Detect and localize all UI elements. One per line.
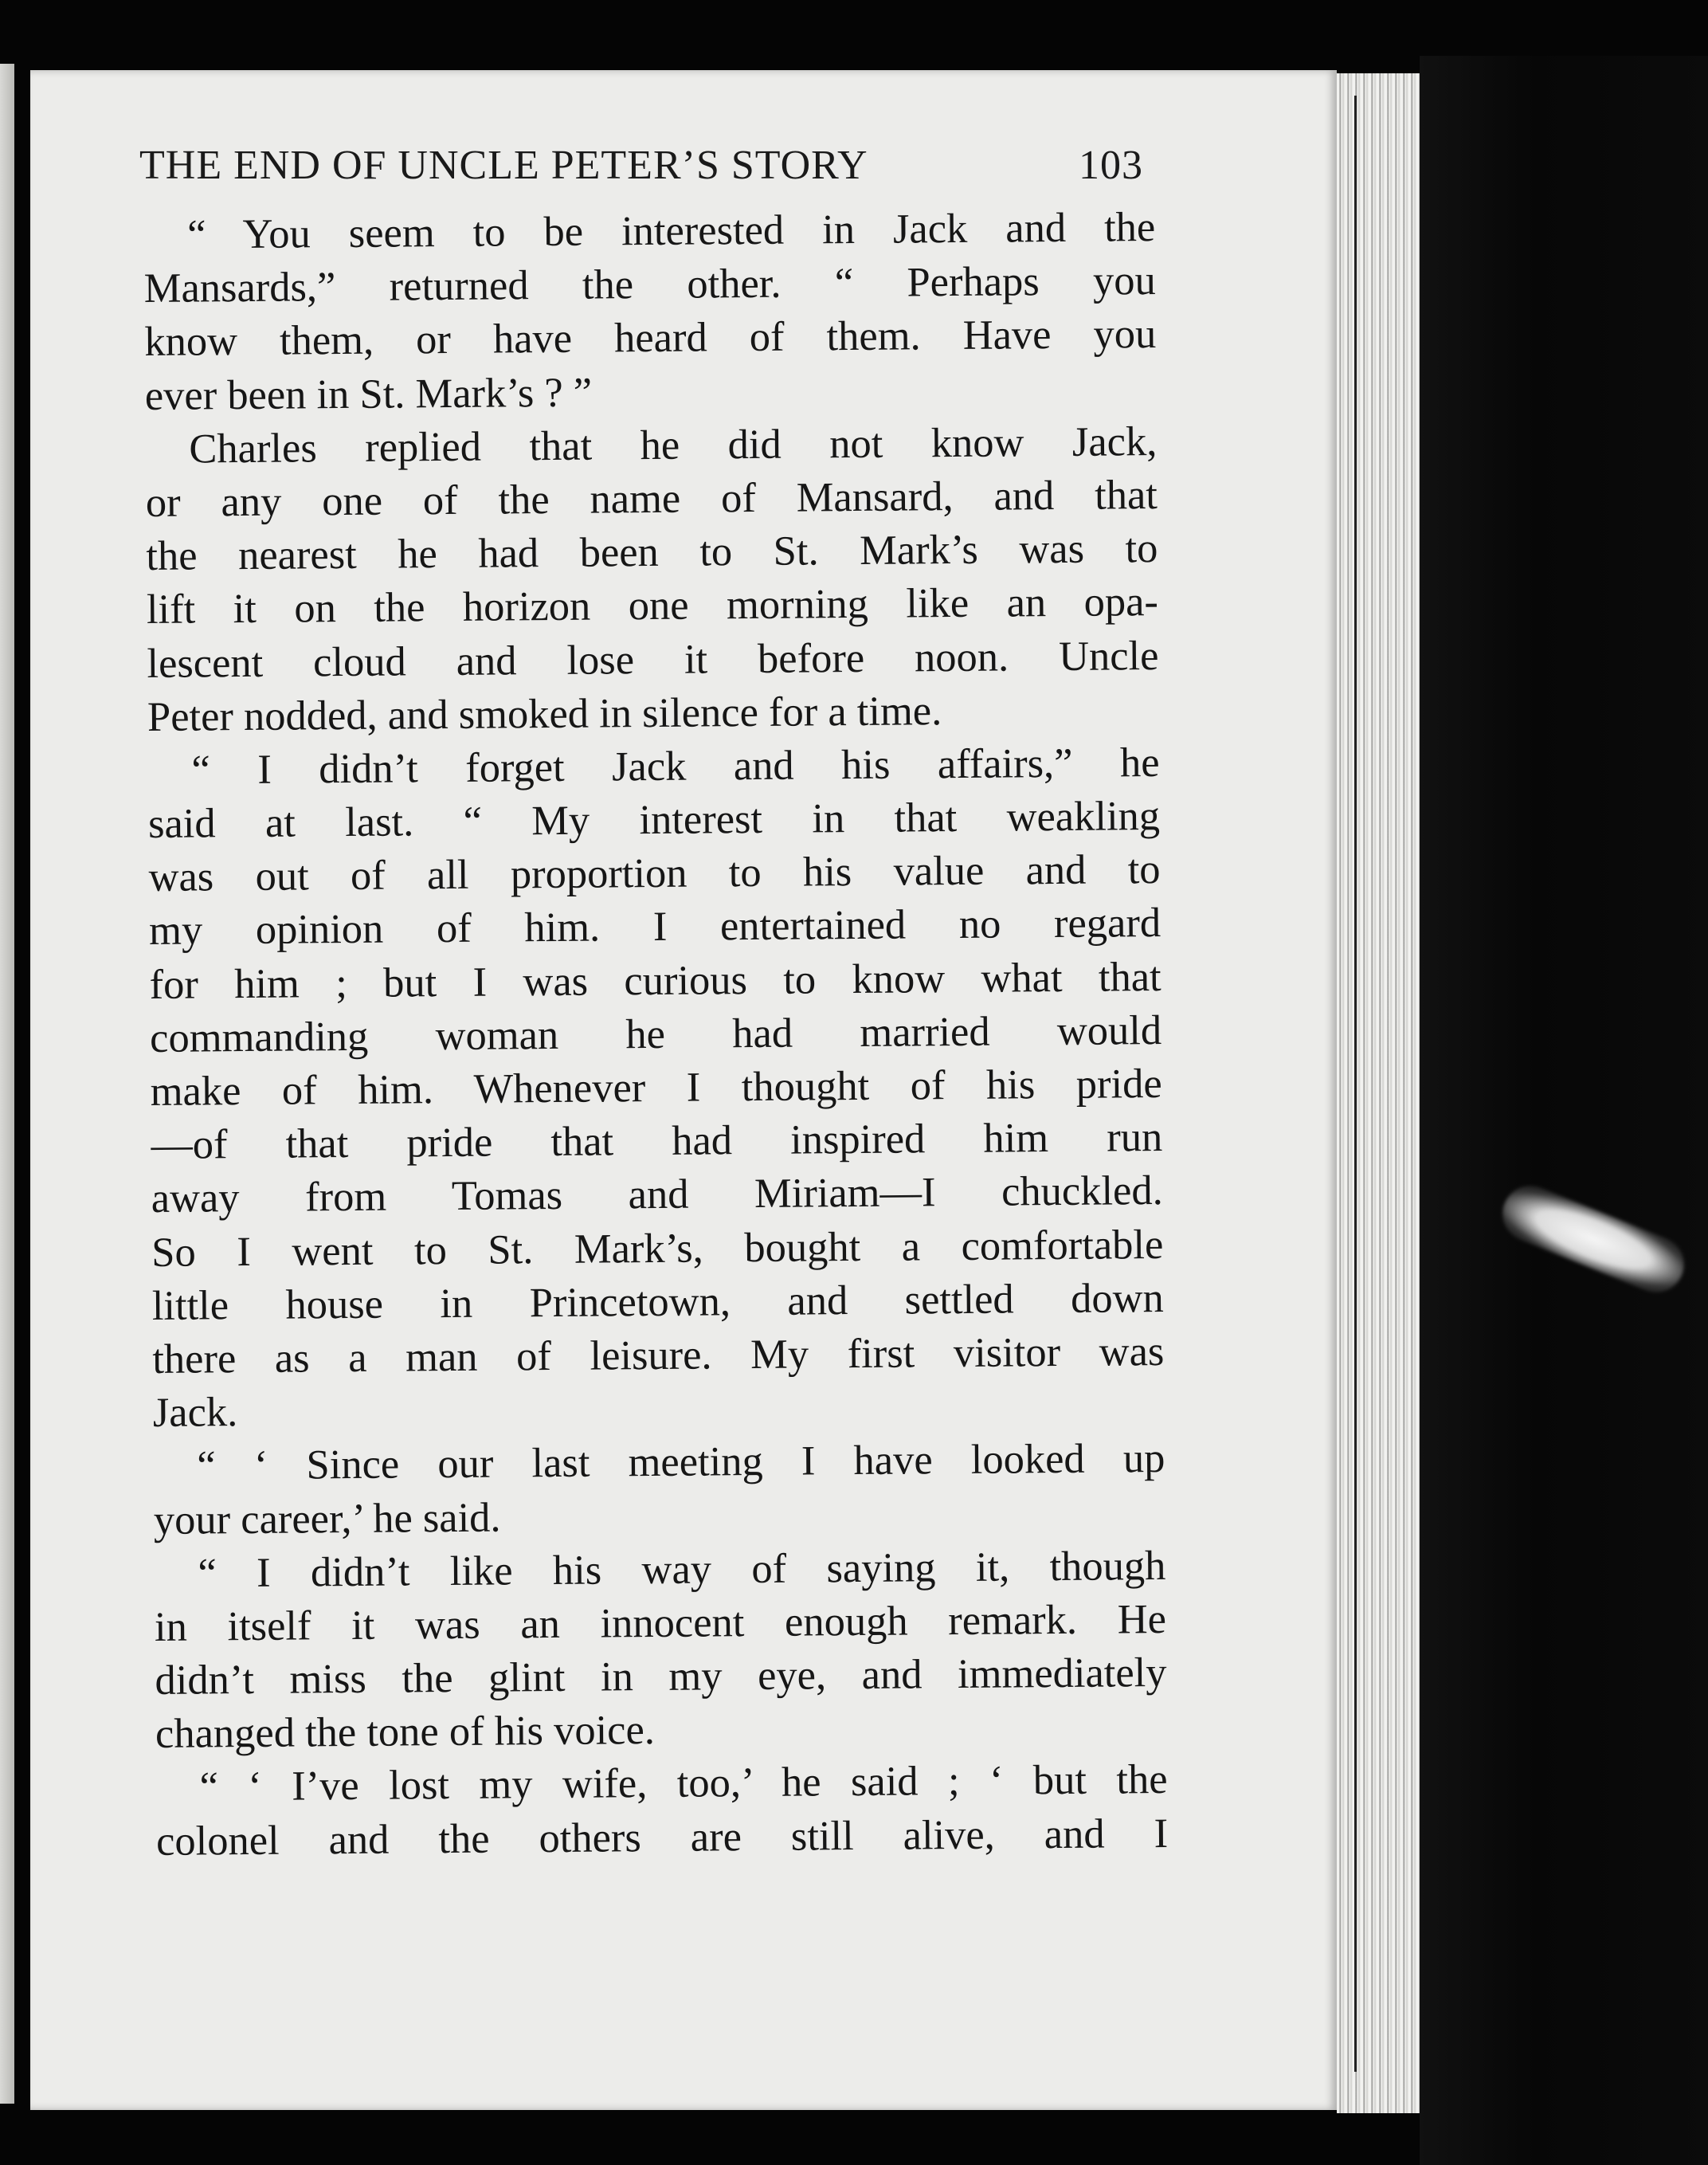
text-line: colonel and the others are still alive, and I <box>155 1810 1169 1865</box>
text-line: the nearest he had been to St. Mark’s was to <box>146 525 1158 580</box>
page-number: 103 <box>1079 143 1143 188</box>
text-line: Jack. <box>152 1389 238 1437</box>
text-line: Mansards,” returned the other. “ Perhaps you <box>143 257 1156 312</box>
text-line: —of that pride that had inspired him run <box>151 1114 1163 1169</box>
page-edge-line <box>1354 96 1357 2072</box>
text-line: little house in Princetown, and settled down <box>151 1274 1165 1329</box>
text-line: for him ; but I was curious to know what that <box>149 953 1162 1008</box>
text-line: Charles replied that he did not know Jack, <box>189 418 1158 473</box>
text-line: know them, or have heard of them. Have you <box>144 311 1157 366</box>
text-line: “ I didn’t forget Jack and his affairs,” he <box>191 739 1160 794</box>
text-line: lescent cloud and lose it before noon. Uncle <box>147 632 1159 687</box>
text-line: “ ‘ I’ve lost my wife, too,’ he said ; ‘ but the <box>199 1756 1168 1810</box>
text-line: ever been in St. Mark’s ? ” <box>144 369 593 419</box>
page-edges <box>1337 73 1420 2113</box>
text-line: or any one of the name of Mansard, and that <box>145 471 1158 526</box>
adjacent-page-edge <box>0 64 14 2104</box>
text-line: changed the tone of his voice. <box>155 1707 656 1758</box>
text-line: Peter nodded, and smoked in silence for a time. <box>147 687 942 740</box>
text-line: said at last. “ My interest in that weakling <box>147 793 1161 848</box>
text-line: in itself it was an innocent enough remark. He <box>154 1595 1167 1650</box>
text-line: So I went to St. Mark’s, bought a comfortable <box>151 1221 1164 1276</box>
text-line: “ I didn’t like his way of saying it, though <box>198 1542 1166 1597</box>
book-cover <box>1420 56 1708 2165</box>
text-line: my opinion of him. I entertained no regard <box>148 900 1162 955</box>
text-line: your career,’ he said. <box>153 1494 501 1543</box>
text-line: was out of all proportion to his value and to <box>148 846 1161 901</box>
text-line: didn’t miss the glint in my eye, and immediately <box>155 1649 1167 1704</box>
text-line: “ You seem to be interested in Jack and the <box>187 204 1156 258</box>
running-head <box>139 142 1143 198</box>
text-line: there as a man of leisure. My first visitor was <box>152 1328 1165 1383</box>
text-line: make of him. Whenever I thought of his pride <box>150 1060 1162 1115</box>
text-line: “ ‘ Since our last meeting I have looked up <box>197 1435 1165 1489</box>
running-head-title: THE END OF UNCLE PETER’S STORY <box>139 143 868 188</box>
text-line: lift it on the horizon one morning like an opa- <box>146 579 1159 633</box>
text-line: away from Tomas and Miriam—I chuckled. <box>151 1167 1163 1222</box>
text-line: commanding woman he had married would <box>149 1006 1162 1061</box>
body-text <box>143 201 1168 1869</box>
